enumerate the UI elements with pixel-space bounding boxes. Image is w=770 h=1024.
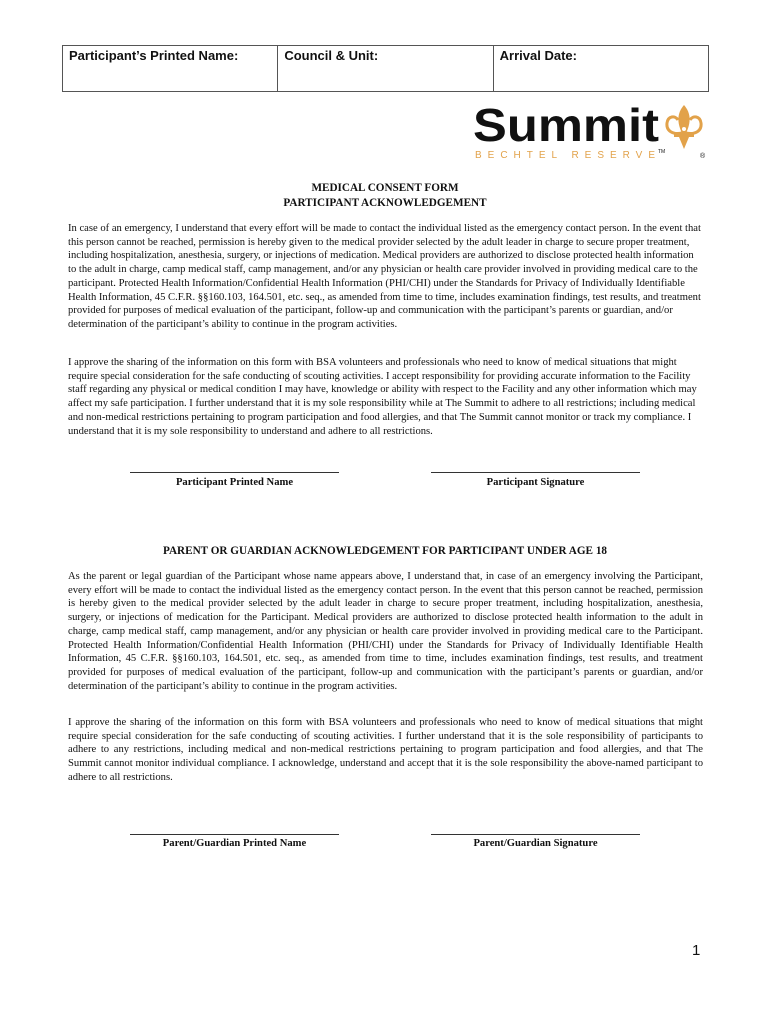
participant-consent-paragraph: In case of an emergency, I understand that every effort will be made to contact the individual listed as the emergency contact person. In the event that this person cannot be reached, permission is hereby given to the medical provider selected by the adult leader in charge to secure proper treatment, including hospitalization, anesthesia, surgery, or injections of medication. Medical providers are authorized to disclose protected health information to the adult in charge, camp medical staff, camp management, and/or any physician or health care provider involved in providing medical care to the participant. Protected Health Information/Confidential Health Information (PHI/CHI) under the Standards for Privacy of Individually Identifiable Health Information, 45 C.F.R. §§160.103, 164.501, etc. seq., as amended from time to time, includes examination findings, test results, and treatment provided for purposes of medical evaluation of the participant, follow-up and communication with the participant’s parents or guardian, and/or determination of the participant’s ability to continue in the program activities. <box>68 223 701 330</box>
participant-signature-label: Participant Signature <box>486 477 585 488</box>
logo-word: Summit <box>473 103 659 151</box>
council-unit-label: Council & Unit: <box>284 48 379 63</box>
participant-name-field[interactable] <box>63 46 278 91</box>
guardian-printed-name-label: Parent/Guardian Printed Name <box>162 838 307 849</box>
medical-consent-title: MEDICAL CONSENT FORM <box>311 182 459 194</box>
page-number: 1 <box>692 942 701 959</box>
summit-logo <box>473 103 711 165</box>
guardian-consent-paragraph: As the parent or legal guardian of the Participant whose name appears above, I understand that, in case of an emergency involving the Participant, every effort will be made to contact the individual listed as the emergency contact person. In the event that this person cannot be reached, permission is hereby given to the medical provider selected by the adult leader in charge to secure proper treatment, including hospitalization, anesthesia, surgery, or injections of medication for the Participant. Medical providers are authorized to disclose protected health information to the adult in charge, camp medical staff, camp management, and/or any physician or health care provider involved in providing medical care to the Participant. Protected Health Information/Confidential Health Information (PHI/CHI) under the Standards for Privacy of Individually Identifiable Health Information, 45 C.F.R. §§160.103, 164.501, etc. seq., as amended from time to time, includes examination findings, test results, and treatment provided for purposes of medical evaluation of the participant, follow-up and communication with the participant’s parents or guardian, and/or determination of the participant’s ability to continue in the program activities. <box>68 571 703 692</box>
logo-subtitle: BECHTEL RESERVE <box>475 150 655 161</box>
participant-name-label: Participant’s Printed Name: <box>69 48 239 63</box>
logo-tm: TM <box>658 149 666 155</box>
participant-ack-title: PARTICIPANT ACKNOWLEDGEMENT <box>283 197 487 209</box>
guardian-ack-title: PARENT OR GUARDIAN ACKNOWLEDGEMENT FOR PARTICIPANT UNDER AGE 18 <box>162 545 608 557</box>
guardian-signature-label: Parent/Guardian Signature <box>473 838 598 849</box>
guardian-signature-line[interactable] <box>431 834 640 835</box>
participant-printed-name-label: Participant Printed Name <box>175 477 294 488</box>
guardian-name-signature-line[interactable] <box>130 834 339 835</box>
participant-name-signature-line[interactable] <box>130 472 339 473</box>
arrival-date-field[interactable] <box>494 46 708 91</box>
fleur-de-lis-icon <box>667 105 701 149</box>
header-fields-table <box>62 45 709 92</box>
participant-signature-line[interactable] <box>431 472 640 473</box>
logo-registered-mark: ® <box>700 153 706 160</box>
guardian-sharing-paragraph: I approve the sharing of the information on this form with BSA volunteers and professionals who need to know of medical situations that might require special consideration for the safe conducting of scouting activities. I further understand that it is the sole responsibility of participants to adhere to any restrictions, including medical and non-medical restrictions pertaining to program participation and food allergies, and that The Summit cannot monitor individual compliance. I acknowledge, understand and accept that it is the sole responsibility the above-named participant to adhere to all restrictions. <box>68 717 703 783</box>
participant-sharing-paragraph: I approve the sharing of the information on this form with BSA volunteers and professionals who need to know of medical situations that might require special consideration for the safe conducting of scouting activities. I accept responsibility for providing accurate information to the Facility staff regarding any physical or medical condition I may have, knowledge or ability with respect to the Facility and any other information which may affect my safe participation. I further understand that it is my sole responsibility while at The Summit to adhere to all restrictions; including medical and non-medical restrictions pertaining to program participation and food allergies, and that The Summit cannot monitor or track my compliance. I understand that it is my sole responsibility to understand and adhere to all restrictions. <box>68 357 697 437</box>
arrival-date-label: Arrival Date: <box>499 48 577 63</box>
council-unit-field[interactable] <box>278 46 493 91</box>
